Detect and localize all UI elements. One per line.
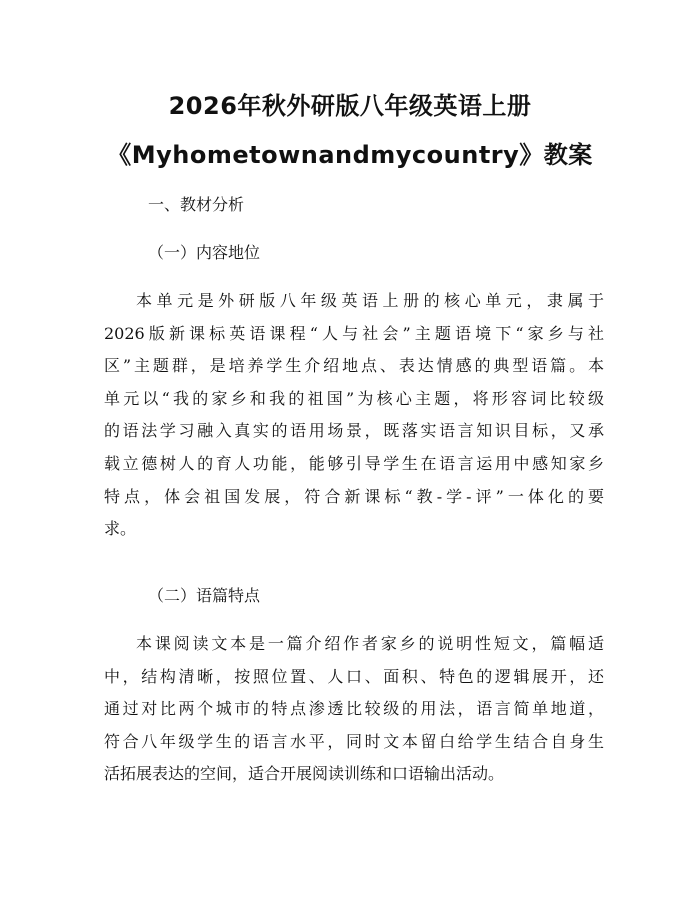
subsection-heading-text-features: （二）语篇特点	[148, 586, 261, 605]
paragraph-line: 的语法学习融入真实的语用场景，既落实语言知识目标，又承	[104, 421, 604, 441]
document-title-line-1: 2026年秋外研版八年级英语上册	[168, 92, 532, 120]
subsection-heading-content-position: （一）内容地位	[148, 243, 261, 262]
paragraph-line: 区”主题群，是培养学生介绍地点、表达情感的典型语篇。本	[104, 356, 604, 376]
paragraph-line: 特点，体会祖国发展，符合新课标“教-学-评”一体化的要	[104, 486, 604, 506]
paragraph-line: 符合八年级学生的语言水平，同时文本留白给学生结合自身生	[104, 731, 604, 751]
paragraph-content-position	[104, 285, 604, 546]
paragraph-line: 本课阅读文本是一篇介绍作者家乡的说明性短文，篇幅适	[136, 634, 604, 653]
document-title-line-2: 《Myhometownandmycountry》教案	[107, 141, 593, 169]
paragraph-line: 载立德树人的育人功能，能够引导学生在语言运用中感知家乡	[104, 453, 604, 473]
paragraph-line: 中，结构清晰，按照位置、人口、面积、特色的逻辑展开，还	[104, 666, 604, 686]
paragraph-line: 求。	[104, 519, 137, 539]
paragraph-line: 单元以“我的家乡和我的祖国”为核心主题，将形容词比较级	[104, 388, 604, 408]
paragraph-line: 本单元是外研版八年级英语上册的核心单元，隶属于	[136, 291, 604, 310]
paragraph-line: 活拓展表达的空间，适合开展阅读训练和口语输出活动。	[104, 764, 505, 784]
paragraph-text-features	[104, 628, 604, 791]
paragraph-line: 2026版新课标英语课程“人与社会”主题语境下“家乡与社	[104, 323, 604, 343]
paragraph-line: 通过对比两个城市的特点渗透比较级的用法，语言简单地道，	[104, 699, 604, 719]
section-heading-textbook-analysis: 一、教材分析	[148, 195, 245, 214]
